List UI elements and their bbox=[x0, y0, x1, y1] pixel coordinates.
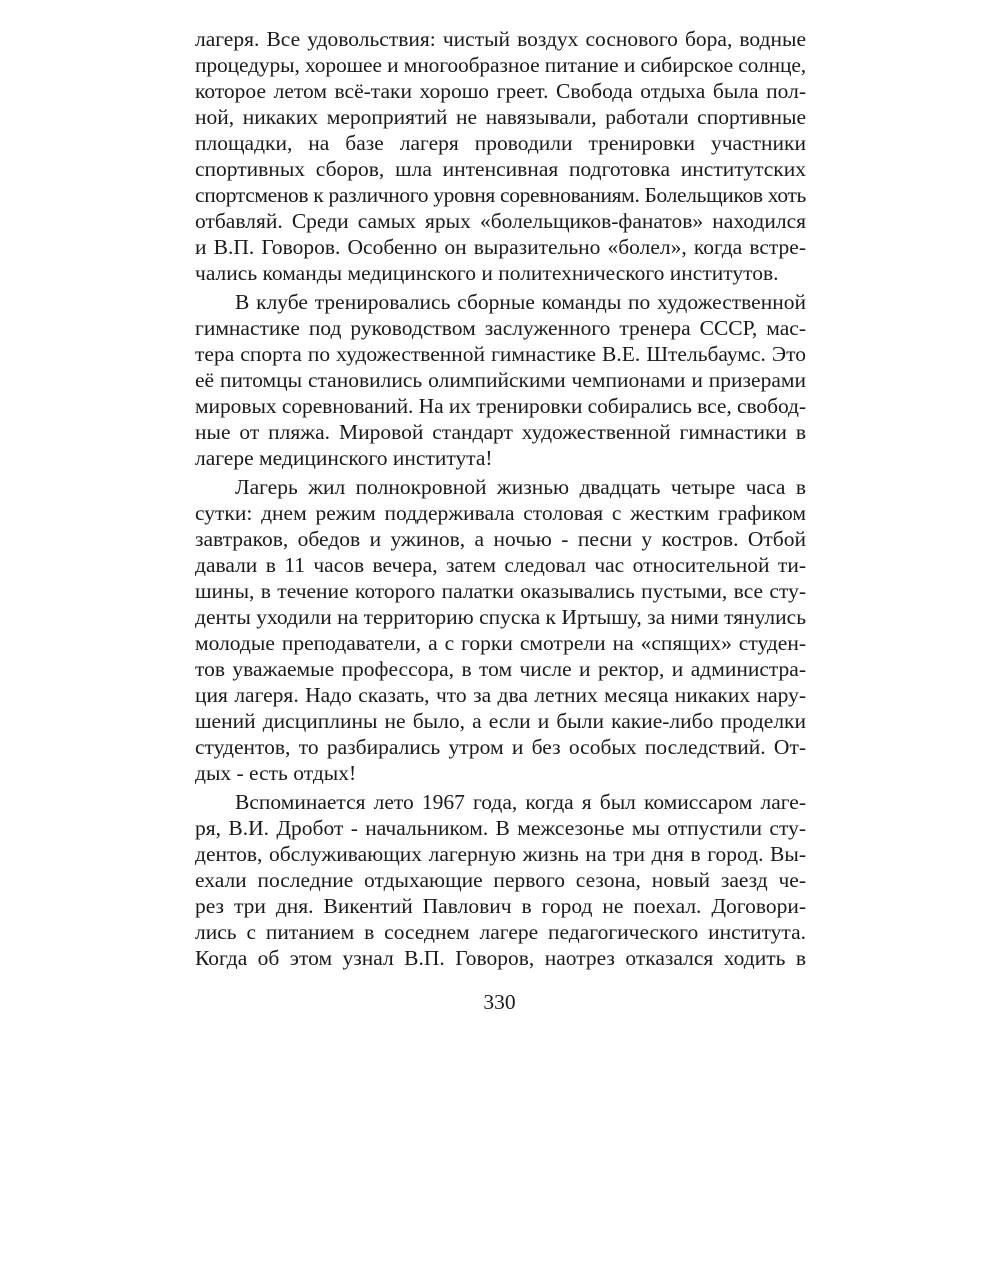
text-line: отбавляй. Среди самых ярых «болельщиков-фанатов» находился bbox=[195, 209, 806, 233]
text-line: Когда об этом узнал В.П. Говоров, наотрез отказался ходить в bbox=[195, 946, 806, 970]
text-line: площадки, на базе лагеря проводили тренировки участники bbox=[195, 131, 806, 155]
paragraph bbox=[195, 26, 806, 286]
text-line: тера спорта по художественной гимнастике В.Е. Штельбаумс. Это bbox=[195, 342, 806, 366]
text-line: которое летом всё-таки хорошо греет. Свобода отдыха была пол- bbox=[195, 79, 806, 103]
text-line: дых - есть отдых! bbox=[195, 761, 357, 785]
text-line: денты уходили на территорию спуска к Иртышу, за ними тянулись bbox=[195, 605, 806, 629]
text-line: шений дисциплины не было, а если и были какие-либо проделки bbox=[195, 709, 806, 733]
text-line: её питомцы становились олимпийскими чемпионами и призерами bbox=[195, 368, 806, 392]
text-line: ря, В.И. Дробот - начальником. В межсезонье мы отпустили сту- bbox=[195, 816, 806, 840]
text-line: лагере медицинского института! bbox=[195, 446, 493, 470]
text-line: гимнастике под руководством заслуженного тренера СССР, мас- bbox=[195, 316, 806, 340]
text-line: тов уважаемые профессора, в том числе и ректор, и администра- bbox=[195, 657, 806, 681]
text-line: ехали последние отдыхающие первого сезона, новый заезд че- bbox=[195, 868, 806, 892]
text-line: спортивных сборов, шла интенсивная подготовка институтских bbox=[195, 157, 806, 181]
text-line: Лагерь жил полнокровной жизнью двадцать четыре часа в bbox=[235, 475, 806, 499]
text-line: студентов, то разбирались утром и без особых последствий. От- bbox=[195, 735, 806, 759]
text-line: сутки: днем режим поддерживала столовая с жестким графиком bbox=[195, 501, 806, 525]
page-number: 330 bbox=[483, 990, 516, 1014]
text-line: рез три дня. Викентий Павлович в город не поехал. Договори- bbox=[195, 894, 806, 918]
text-line: мировых соревнований. На их тренировки собирались все, свобод- bbox=[195, 394, 806, 418]
text-line: лагеря. Все удовольствия: чистый воздух соснового бора, водные bbox=[195, 27, 806, 51]
text-line: лись с питанием в соседнем лагере педагогического института. bbox=[195, 920, 806, 944]
text-line: спортсменов к различного уровня соревнованиям. Болельщиков хоть bbox=[195, 183, 806, 207]
text-line: ные от пляжа. Мировой стандарт художественной гимнастики в bbox=[195, 420, 806, 444]
text-line: процедуры, хорошее и многообразное питание и сибирское солнце, bbox=[195, 53, 806, 77]
text-line: завтраков, обедов и ужинов, а ночью - песни у костров. Отбой bbox=[195, 527, 806, 551]
text-line: давали в 11 часов вечера, затем следовал час относительной ти- bbox=[195, 553, 806, 577]
text-line: чались команды медицинского и политехнического институтов. bbox=[195, 261, 779, 285]
text-line: шины, в течение которого палатки оказывались пустыми, все сту- bbox=[195, 579, 806, 603]
text-line: В клубе тренировались сборные команды по художественной bbox=[235, 290, 806, 314]
text-line: молодые преподаватели, а с горки смотрели на «спящих» студен- bbox=[195, 631, 806, 655]
text-line: ция лагеря. Надо сказать, что за два летних месяца никаких нару- bbox=[195, 683, 806, 707]
body-text bbox=[195, 26, 806, 971]
text-line: и В.П. Говоров. Особенно он выразительно «болел», когда встре- bbox=[195, 235, 806, 259]
paragraph bbox=[195, 474, 806, 786]
text-line: Вспоминается лето 1967 года, когда я был комиссаром лаге- bbox=[235, 790, 806, 814]
text-line: ной, никаких мероприятий не навязывали, работали спортивные bbox=[195, 105, 806, 129]
paragraph bbox=[195, 289, 806, 471]
text-line: дентов, обслуживающих лагерную жизнь на три дня в город. Вы- bbox=[195, 842, 806, 866]
paragraph bbox=[195, 789, 806, 971]
